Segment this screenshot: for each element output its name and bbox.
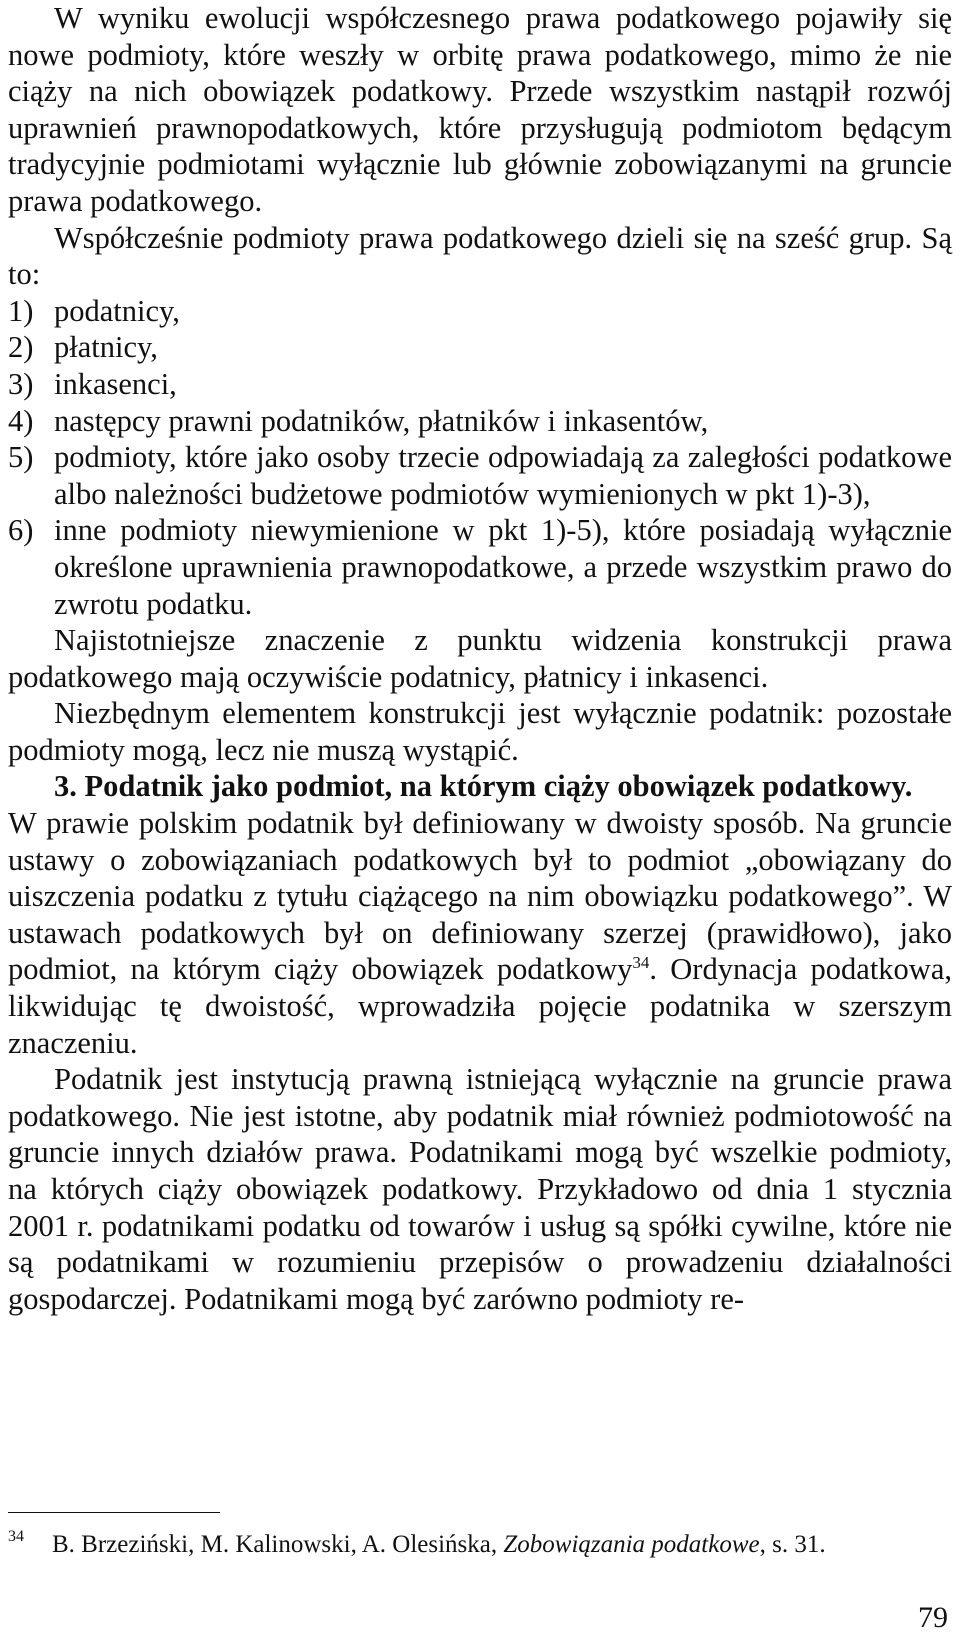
list-item-number: 5) <box>8 440 34 475</box>
footnote-divider <box>8 1512 220 1513</box>
section-heading: 3. Podatnik jako podmiot, na którym ciąży obowiązek podatkowy. <box>54 769 913 804</box>
list-item-number: 6) <box>8 513 34 548</box>
footnote-reference[interactable]: 34 <box>632 953 650 973</box>
paragraph-3: Najistotniejsze znaczenie z punktu widzenia konstrukcji prawa podatkowego mają oczywiście podatnicy, płatnicy i inkasenci. <box>8 623 952 694</box>
list-item-number: 3) <box>8 366 34 401</box>
list-item-text: inkasenci, <box>54 366 177 401</box>
list-item <box>8 366 952 403</box>
list-item-text: płatnicy, <box>54 330 158 365</box>
list-item-text: inne podmioty niewymienione w pkt 1)-5), które posiadają wyłącznie określone uprawnienia prawnopodatkowe, a przede wszystkim prawo do zwrotu podatku. <box>54 513 952 621</box>
list-item-text: podatnicy, <box>54 293 180 328</box>
footnote-page-ref: , s. 31. <box>759 1531 826 1558</box>
list-item-number: 1) <box>8 293 34 328</box>
paragraph-5-text-start: W prawie polskim podatnik był definiowany w dwoisty sposób. Na gruncie ustawy o zobowiązaniach podatkowych był to podmiot „obowiązany do uiszczenia podatku z tytułu ciążącego na nim obowiązku podatkowego”. W ustawach podatkowych był on definiowany szerzej (prawidłowo), jako podmiot, na którym ciąży obowiązek podatkowy <box>8 806 952 987</box>
paragraph-6: Podatnik jest instytucją prawną istniejącą wyłącznie na gruncie prawa podatkowego. Nie jest istotne, aby podatnik miał również podmiotowość na gruncie innych działów prawa. Podatnikami mogą być wszelkie podmioty, na których ciąży obowiązek podatkowy. Przykładowo od dnia 1 stycznia 2001 r. podatnikami podatku od towarów i usług są spółki cywilne, które nie są podatnikami w rozumieniu przepisów o prowadzeniu działalności gospodarczej. Podatnikami mogą być zarówno podmioty re- <box>8 1062 952 1316</box>
main-text <box>8 0 952 1317</box>
list-item <box>8 329 952 366</box>
paragraph-5 <box>8 805 952 1061</box>
footnote-title: Zobowiązania podatkowe <box>503 1531 760 1558</box>
paragraph-4: Niezbędnym elementem konstrukcji jest wyłącznie podatnik: pozostałe podmioty mogą, lecz nie muszą wystąpić. <box>8 696 952 767</box>
list-item <box>8 293 952 330</box>
list-item <box>8 403 952 440</box>
list-item-text: podmioty, które jako osoby trzecie odpowiadają za zaległości podatkowe albo należności budżetowe podmiotów wymienionych w pkt 1)-3), <box>54 440 952 511</box>
subject-groups-list <box>8 293 952 622</box>
paragraph-2: Współcześnie podmioty prawa podatkowego dzieli się na sześć grup. Są to: <box>8 220 952 292</box>
footnote-number: 34 <box>8 1528 24 1545</box>
footnote-text <box>52 1530 826 1560</box>
list-item-number: 2) <box>8 330 34 365</box>
footnote-authors: B. Brzeziński, M. Kalinowski, A. Olesińska, <box>52 1531 504 1558</box>
list-item-text: następcy prawni podatników, płatników i inkasentów, <box>54 403 709 438</box>
document-page <box>8 0 952 1646</box>
page-number: 79 <box>918 1601 948 1634</box>
list-item-number: 4) <box>8 403 34 438</box>
paragraph-5-text-end: . Ordynacja podatkowa, likwidując tę dwoistość, wprowadziła pojęcie podatnika w szerszym znaczeniu. <box>8 952 952 1060</box>
list-item <box>8 439 952 512</box>
list-item <box>8 512 952 622</box>
paragraph-1: W wyniku ewolucji współczesnego prawa podatkowego pojawiły się nowe podmioty, które weszły w orbitę prawa podatkowego, mimo że nie ciąży na nich obowiązek podatkowy. Przede wszystkim nastąpił rozwój uprawnień prawnopodatkowych, które przysługują podmiotom będącym tradycyjnie podmiotami wyłącznie lub głównie zobowiązanymi na gruncie prawa podatkowego. <box>8 1 952 218</box>
